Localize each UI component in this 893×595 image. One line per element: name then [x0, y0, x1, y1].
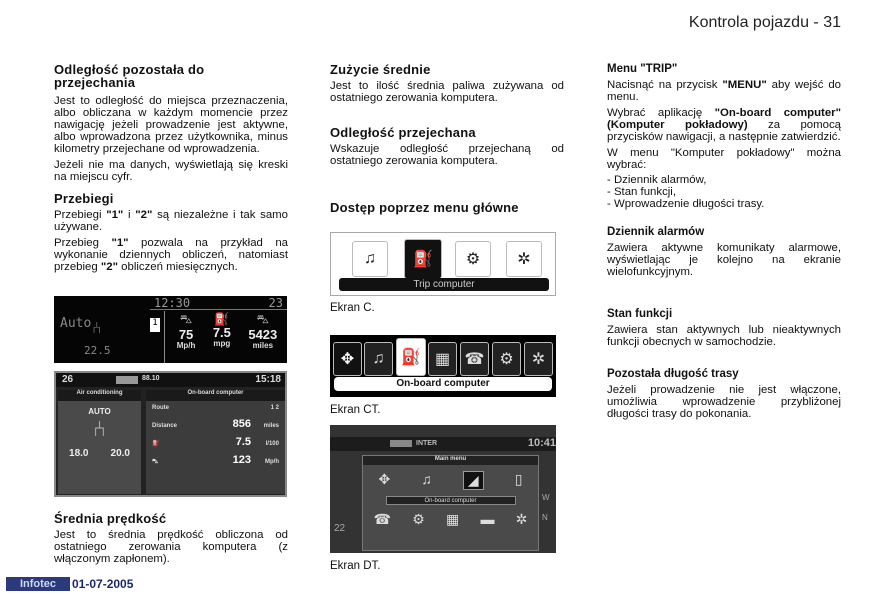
paragraph: Jeżeli prowadzenie nie jest włączone, umożliwia wprowadzenie przybliżonej długości trasy do pokonania. — [607, 384, 841, 420]
seat-icon: ⑃ — [92, 416, 107, 441]
trip-indicator: 1 — [150, 318, 160, 332]
paragraph: Jest to ilość średnia paliwa zużywana od ostatniego zerowania komputera. — [330, 80, 564, 104]
status: INTER — [416, 440, 437, 447]
paragraph: Jest to odległość do miejsca przeznaczenia, albo obliczana w każdym momencie przez nawigację jeżeli prowadzenie jest aktywne, albo wprowadzona przez użytkownika, minus kilometry przejechane od wprowadzenia. — [54, 95, 288, 155]
paragraph: Nacisnąć na przycisk "MENU" aby wejść do menu. — [607, 79, 841, 103]
screen-c — [330, 232, 556, 296]
heading-average-speed: Średnia prędkość — [54, 511, 167, 526]
page-header: Kontrola pojazdu - 31 — [688, 14, 841, 31]
display-screenshot-2: 26 88.10 15:18 Air conditioning AUTO ⑃ 18.0 20.0 On-board computer Route 1 2 Distance 856 miles ⛽ 7.5 l/100 ⛍ 123 Mp/h — [54, 371, 287, 497]
list-item: - Stan funkcji, — [607, 186, 677, 198]
settings-icon: ⚙ — [455, 241, 491, 277]
paragraph: Zawiera aktywne komunikaty alarmowe, wyświetlając je kolejno na ekranie wielofunkcyjnym. — [607, 242, 841, 278]
map-icon: ▦ — [446, 511, 460, 527]
fuel-icon: ⛽ — [152, 441, 160, 447]
map-icon: ▦ — [428, 342, 457, 376]
trip-computer-icon: ⛽ — [404, 239, 442, 279]
list-item: - Wprowadzenie długości trasy. — [607, 198, 765, 210]
column-3 — [607, 63, 841, 420]
column-1 — [54, 63, 288, 273]
side-label: N — [542, 513, 548, 522]
temp-left: 18.0 — [69, 448, 89, 459]
radio-frequency: 88.10 — [142, 375, 160, 382]
caption: Ekran DT. — [330, 560, 381, 572]
section-average-speed — [54, 512, 288, 565]
list-item: - Dziennik alarmów, — [607, 174, 707, 186]
climate-icon: ✲ — [515, 511, 528, 527]
settings-icon: ⚙ — [412, 511, 425, 527]
phone-icon: ☎ — [460, 342, 489, 376]
temperature-setpoint: 22.5 — [84, 344, 111, 357]
navigation-icon: ✥ — [333, 342, 362, 376]
car-icon: ⛍ — [179, 312, 193, 326]
phone-icon: ▯ — [514, 471, 523, 487]
route-label: Route — [152, 405, 169, 411]
temperature: 23 — [268, 296, 283, 310]
paragraph: Jeżeli nie ma danych, wyświetlają się kreski na miejscu cyfr. — [54, 159, 288, 183]
column-2 — [330, 63, 564, 214]
clock: 12:30 — [154, 296, 191, 310]
heading-remaining-distance: Odległość pozostała do przejechania — [54, 62, 205, 90]
menu-label: Trip computer — [339, 278, 549, 291]
value-speed: ⛍ 75 Mp/h — [176, 312, 196, 350]
seat-icon: ⑃ — [92, 318, 102, 337]
paragraph: Zawiera stan aktywnych lub nieaktywnych funkcji obecnych w samochodzie. — [607, 324, 841, 348]
paragraph: W menu "Komputer pokładowy" można wybrać: — [607, 147, 841, 171]
row-label: Distance — [152, 423, 178, 429]
value-range: ⛍ 5423 miles — [248, 312, 278, 350]
heading-trip-menu: Menu "TRIP" — [607, 63, 678, 75]
temp-right: 20.0 — [110, 448, 130, 459]
fuel-icon: ⛽ — [214, 312, 230, 326]
caption: Ekran CT. — [330, 404, 381, 416]
screen-dt — [330, 425, 556, 553]
side-label: W — [542, 493, 550, 502]
side-value: 22 — [334, 523, 346, 534]
car-icon: ⛍ — [152, 459, 159, 465]
options-list — [607, 174, 841, 210]
car-flag-icon: ⛍ — [256, 312, 269, 326]
menu-label: On-board computer — [334, 377, 552, 391]
clock: 15:18 — [255, 374, 281, 385]
climate-icon: ✲ — [506, 241, 542, 277]
temperature: 26 — [62, 374, 74, 385]
display-screenshot-1 — [54, 296, 287, 363]
panel-title: On-board computer — [146, 390, 285, 401]
climate-mode: Auto — [60, 316, 92, 331]
footer-date: 01-07-2005 — [72, 577, 134, 591]
screen-icon: ▬ — [480, 511, 495, 527]
value-consumption: ⛽ 7.5 mpg — [212, 312, 231, 348]
trip-computer-icon: ⛽ — [396, 338, 426, 376]
audio-icon: ♫ — [364, 342, 393, 376]
paragraph: Wybrać aplikację "On-board computer" (Komputer pokładowy) za pomocą przycisków nawigacji, a następnie zatwierdzić. — [607, 107, 841, 143]
audio-icon: ♫ — [352, 241, 388, 277]
menu-title: Main menu — [363, 456, 538, 465]
heading-average-consumption: Zużycie średnie — [330, 62, 431, 77]
audio-icon: ♫ — [421, 471, 432, 487]
panel-title: Air conditioning — [58, 390, 141, 401]
menu-label: On-board computer — [386, 496, 516, 505]
screen-ct — [330, 335, 556, 397]
phone-icon: ☎ — [373, 511, 392, 527]
climate-icon: ✲ — [524, 342, 553, 376]
paragraph: Przebieg "1" pozwala na przykład na wykonanie dziennych obliczeń, natomiast przebieg "2" obliczeń miesięcznych. — [54, 237, 288, 273]
heading-remaining-route: Pozostała długość trasy — [607, 368, 739, 380]
heading-distance-travelled: Odległość przejechana — [330, 125, 476, 140]
climate-mode: AUTO — [88, 407, 111, 416]
infotec-logo: Infotec — [6, 577, 70, 591]
heading-function-status: Stan funkcji — [607, 308, 673, 320]
heading-main-menu-access: Dostęp poprzez menu główne — [330, 200, 519, 215]
paragraph: Jest to średnia prędkość obliczona od ostatniego zerowania komputera (z włączonym zapłonem). — [54, 529, 288, 565]
heading-trips: Przebiegi — [54, 191, 114, 206]
clock: 10:41 — [527, 437, 556, 449]
settings-icon: ⚙ — [492, 342, 521, 376]
navigation-icon: ✥ — [378, 471, 391, 487]
paragraph: Wskazuje odległość przejechaną od ostatniego zerowania komputera. — [330, 143, 564, 167]
heading-alarm-log: Dziennik alarmów — [607, 226, 705, 238]
paragraph: Przebiegi "1" i "2" są niezależne i tak samo używane. — [54, 209, 288, 233]
caption: Ekran C. — [330, 302, 375, 314]
trip-computer-icon: ◢ — [463, 471, 484, 490]
